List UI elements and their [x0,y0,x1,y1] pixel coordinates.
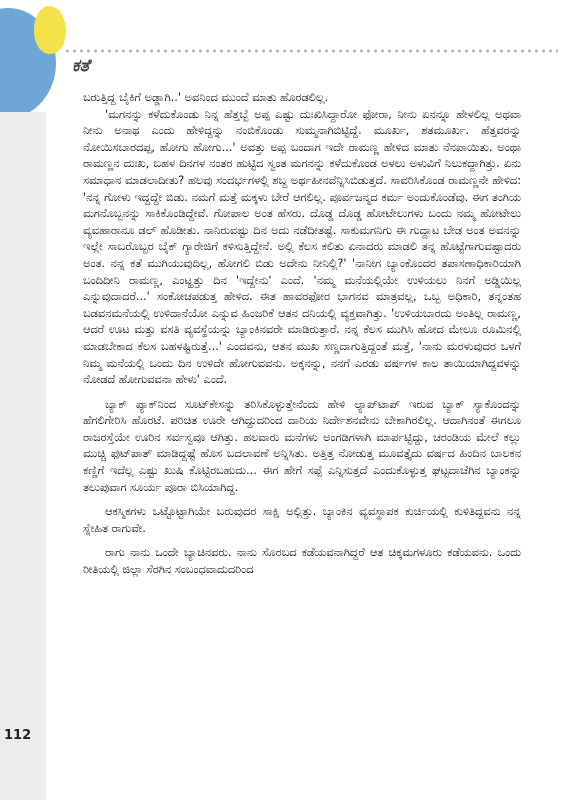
story-paragraph: ಬ್ಯಾಕ್ ಪ್ಯಾಕ್‌ನಿಂದ ಸೂಟ್‌ಕೇಸನ್ನು ತರಿಸಿಕೊಳ್ಳುತ್ತೇನೆಂದು ಹೇಳಿ ಲ್ಯಾಪ್‌ಟಾಪ್ ಇರುವ ಬ್ಯಾಕ್ ಸ್ಯಾಕೊಂದನ್ನು ಹೆಗಲಿಗೇರಿಸಿ ಹೊರಟೆ. ಪರಿಚಿತ ಊರೇ ಆಗಿದ್ದುದರಿಂದ ದಾರಿಯ ನಿರ್ದೇಶನವೇನು ಬೇಕಾಗಿರಲಿಲ್ಲ. ಆದಾಗಿನಂತೆ ಈಗಲೂ ರಾಜರಸ್ತೆಯೇ ಊರಿನ ಸರ್ವಸ್ವವೂ ಆಗಿತ್ತು. ಹಲವಾರು ಮನೆಗಳು ಅಂಗಡಿಗಳಾಗಿ ಮಾರ್ಪಟ್ಟಿದ್ದು, ಚರಂಡಿಯ ಮೇಲೆ ಕಲ್ಲು ಮುಚ್ಚಿ ಫುಟ್‌ಪಾತ್ ಮಾಡಿದ್ದಷ್ಟೆ ಹೊಸ ಬದಲಾವಣೆ ಅನ್ನಿಸಿತು. ಅತ್ತಿತ್ತ ನೋಡುತ್ತ ಮೂವತ್ತೈದು ವರ್ಷದ ಹಿಂದಿನ ಬಾಲಕನ ಕಣ್ಣಿಗೆ ಇದೆಲ್ಲ ಎಷ್ಟು ಖುಷಿ ಕೊಟ್ಟಿರಬಹುದು... ಈಗ ಹೇಗೆ ಸಪ್ಪೆ ಎನ್ನಿಸುತ್ತದೆ ಎಂದುಕೊಳ್ಳುತ್ತ ಘಟ್ಟದಾಚೆಗಿನ ಬ್ಯಾಂಕನ್ನು ತಲುಪುವಾಗ ಸೂರ್ಯ ಪೂರಾ ಬಿಸಿಯಾಗಿದ್ದ. [83,397,521,494]
story-paragraph: 'ಮಗನನ್ನು ಕಳೆದುಕೊಂಡು ನಿನ್ನ ಹೆತ್ತಬ್ಬೆ ಅಪ್ಪ ಎಷ್ಟು ದುಃಖಿಸಿದ್ದಾರೋ ಫೋರಾ, ನೀನು ಏನನ್ನೂ ಹೇಳಲಿಲ್ಲ ಅಥವಾ ನೀನು ಅನಾಥ ಎಂದು ಹೇಳಿದ್ದನ್ನು ನಂಬಿಕೊಂಡು ಸುಮ್ಮನಾಗಿಬಿಟ್ಟಿದ್ದೆ. ಮೂರ್ಖ, ಶತಮೂರ್ಖ. ಹೆತ್ತವರನ್ನು ನೋಯಿಸಬಾರದಪ್ಪ, ಹೋಗು ಹೋಗು...' ಅವತ್ತು ಅಪ್ಪ ಬಂದಾಗ ಇದೇ ರಾಮಣ್ಣ ಹೇಳಿದ ಮಾತು ನೆನಪಾಯಿತು. ಅಂಥಾ ರಾಮಣ್ಣನ ದುಃಖ, ಬಹಳ ದಿನಗಳ ನಂತರ ಹುಟ್ಟಿದ ಸ್ವಂತ ಮಗನನ್ನು ಕಳೆದುಕೊಂಡ ಅಳಲು ಅಳುವಿಗೆ ನಿಲುಕದ್ದಾಗಿತ್ತು. ಏನು ಸಮಾಧಾನ ಮಾಡಲಾದೀತು? ಹಲವು ಸಂದರ್ಭಗಳಲ್ಲಿ ಶಬ್ದ ಅರ್ಥಹೀನವೆನ್ನಿಸಿಬಿಡುತ್ತದೆ. ಸಾವರಿಸಿಕೊಂಡ ರಾಮಣ್ಣನೇ ಹೇಳಿದ: 'ನನ್ನ ಗೋಳು ಇದ್ದದ್ದೇ ಬಿಡು. ನಮಗೆ ಮತ್ತೆ ಮಕ್ಕಳು ಬೇರೆ ಆಗಲಿಲ್ಲ. ಪೂರ್ವಜನ್ಮದ ಕರ್ಮ ಅಂದುಕೊಂಡೆವು. ಈಗ ತಂಗಿಯ ಮಗನೊಬ್ಬನನ್ನು ಸಾಕಿಕೊಂಡಿದ್ದೇವೆ. ಗೋಪಾಲ ಅಂತ ಹೆಸರು. ದೊಡ್ಡ ದೊಡ್ಡ ಹೋಟೇಲುಗಳು ಬಂದು ನಮ್ಮ ಹೋಟೇಲು ವ್ಯವಹಾರಾನೂ ಡಲ್ ಹೊಡೀತು. ನಾನಿರುವಷ್ಟು ದಿನ ಅದು ನಡೆದೀತಷ್ಟೆ. ಸಾಕುಮಗನಿಗು ಈ ಗುದ್ದಾಟ ಬೇಡ ಅಂತ ಅವನನ್ನು ಇಲ್ಲೇ ಸಾಬರೊಬ್ಬರ ಬೈಕ್ ಗ್ಯಾರೇಜಿಗೆ ಕಳಿಸುತ್ತಿದ್ದೇನೆ. ಅಲ್ಲಿ ಕೆಲಸ ಕಲಿತು ಏನಾದರು ಮಾಡಲಿ ತನ್ನ ಹೊಟ್ಟೆಗಾಗುವಷ್ಟಾದರು ಅಂತ. ನನ್ನ ಕತೆ ಮುಗಿಯುವುದಿಲ್ಲ, ಹೋಗಲಿ ಬಿಡು ಅದೇನು ನೀನಿಲ್ಲಿ?' 'ನಾನೀಗ ಬ್ಯಾಂಕೊಂದರ ತಪಾಸಣಾಧಿಕಾರಿಯಾಗಿ ಬಂದಿದೀನಿ ರಾಮಣ್ಣ, ಎಂಟ್ಹತ್ತು ದಿನ 'ಇದ್ದೇನು' ಎಂದೆ. 'ನಮ್ಮ ಮನೆಯಲ್ಲಿಯೇ ಉಳಿಯಲು ನಿನಗೆ ಅಡ್ಡಿಯಿಲ್ಲ ಎನ್ನುವುದಾದರೆ...' ಸಂಕೋಚಪಡುತ್ತ ಹೇಳಿದ. ಈತ ಹಾವರಫೋರ ಭಾಗನವ ಮಾತ್ರವಲ್ಲ, ಒಬ್ಬ ಅಧಿಕಾರಿ, ತನ್ನಂತಹ ಬಡವನಮನೆಯಲ್ಲಿ ಉಳಿದಾನೆಯೋ ಎನ್ನುವ ಹಿಂಜರಿಕೆ ಆತನ ದನಿಯಲ್ಲಿ ವ್ಯಕ್ತವಾಗಿತ್ತು. 'ಉಳಿಯಬಾರದು ಅಂತಿಲ್ಲ ರಾಮಣ್ಣ, ಆದರೆ ಊಟ ಮತ್ತು ವಸತಿ ವ್ಯವಸ್ಥೆಯನ್ನು ಬ್ಯಾಂಕಿನವರೇ ಮಾಡಿರುತ್ತಾರೆ. ನನ್ನ ಕೆಲಸ ಮುಗಿಸಿ ಹೋದ ಮೇಲೂ ರೂಮಿನಲ್ಲಿ ಮಾಡಬೇಕಾದ ಕೆಲಸ ಬಹಳಷ್ಟಿರುತ್ತೆ...' ಎಂದವನು, ಆತನ ಮುಖ ಸಣ್ಣದಾಗುತ್ತಿದ್ದಂತೆ ಮತ್ತೆ, 'ನಾನು ಮರಳುವುದರ ಒಳಗೆ ನಿಮ್ಮ ಮನೆಯಲ್ಲಿ ಒಂದು ದಿನ ಉಳಿದೇ ಹೋಗುವವನು. ಅಕ್ಕನನ್ನು, ನನಗೆ ಎರಡು ವರ್ಷಗಳ ಕಾಲ ತಾಯಿಯಾಗಿದ್ದವಳನ್ನು ನೋಡದೆ ಹೋಗುವವನಾ ಹೇಳು' ಎಂದೆ. [83,107,521,387]
story-body [83,90,521,579]
page-number: 112 [4,728,32,743]
story-paragraph: ಬರುತ್ತಿದ್ದ ಬೈಕಿಗೆ ಅಡ್ಡಾಗಿ..' ಅವನಿಂದ ಮುಂದೆ ಮಾತು ಹೊರಡಲಿಲ್ಲ. [83,91,329,104]
story-paragraph: ಆಕಸ್ಮಿಕಗಳು ಒಟ್ಟೊಟ್ಟಾಗಿಯೇ ಬರುವುದರ ಸಾಕ್ಷಿ ಅಲ್ಲಿತ್ತು. ಬ್ಯಾಂಕಿನ ವ್ಯವಸ್ಥಾಪಕ ಕುರ್ಚಿಯಲ್ಲಿ ಕುಳಿತಿದ್ದವನು ನನ್ನ ಸ್ನೇಹಿತ ರಾಗುವೇ. [83,505,521,535]
dotted-header-rule [64,49,558,53]
story-paragraph: ರಾಗು ನಾನು ಒಂದೇ ಬ್ಯಾಚಿನವರು. ನಾನು ಸೊರಬದ ಕಡೆಯವನಾಗಿದ್ದರೆ ಆತ ಚಿಕ್ಕಮಗಳೂರು ಕಡೆಯವನು. ಒಂದು ರೀತಿಯಲ್ಲಿ ಜಿಲ್ಲಾ ಸೆರಗಿನ ಸಂಬಂಧವಾದುದರಿಂದ [83,546,521,577]
decorative-yellow-circle [34,6,66,54]
section-label: ಕತೆ [72,56,90,76]
page-margin-strip [0,112,46,800]
